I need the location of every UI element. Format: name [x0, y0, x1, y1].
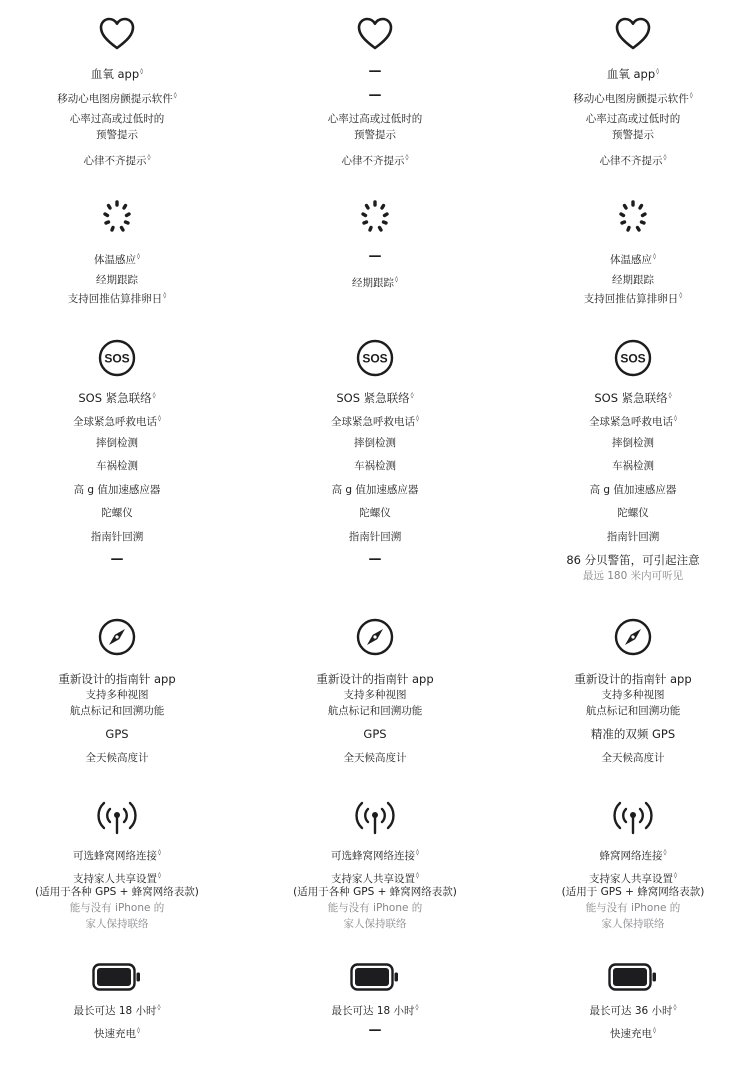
safety-feature-2: 全球紧急呼救电话◊	[73, 415, 161, 428]
safety-feature-3: 摔倒检测	[354, 437, 396, 449]
battery-icon	[608, 963, 658, 991]
cellular-feature-5: 家人保持联络	[601, 918, 665, 930]
compass-feature-5: 全天候高度计	[343, 752, 407, 764]
cellular-feature-3: (适用于 GPS + 蜂窝网络表款)	[561, 886, 705, 898]
compass-feature-2: 支持多种视图	[343, 689, 407, 701]
battery-feature-2: 快速充电◊	[94, 1027, 140, 1040]
temperature-feature-2: 经期跟踪	[612, 274, 654, 286]
siren-feature-1: 86 分贝警笛，可引起注意	[566, 553, 700, 567]
safety-feature-2: 全球紧急呼救电话◊	[331, 415, 419, 428]
cellular-feature-1: 可选蜂窝网络连接◊	[73, 849, 161, 862]
health-feature-2: 移动心电图房颤提示软件◊	[57, 92, 177, 105]
safety-feature-1: SOS 紧急联络◊	[336, 391, 414, 405]
battery-feature-1: 最长可达 18 小时◊	[331, 1004, 419, 1017]
health-feature-5: 心律不齐提示◊	[599, 154, 667, 167]
safety-feature-1: SOS 紧急联络◊	[594, 391, 672, 405]
health-feature-5: 心律不齐提示◊	[83, 154, 151, 167]
safety-feature-3: 摔倒检测	[612, 437, 654, 449]
heart-icon	[614, 15, 652, 53]
cellular-feature-4: 能与没有 iPhone 的	[69, 902, 165, 914]
temperature-feature-1: 体温感应◊	[610, 253, 656, 266]
cellular-feature-5: 家人保持联络	[343, 918, 407, 930]
cellular-antenna-icon	[612, 798, 654, 836]
heart-icon	[98, 15, 136, 53]
safety-feature-5: 高 g 值加速感应器	[589, 484, 677, 496]
battery-icon	[92, 963, 142, 991]
compass-feature-4: GPS	[363, 727, 387, 741]
compass-feature-1: 重新设计的指南针 app	[316, 672, 434, 686]
cellular-feature-1: 可选蜂窝网络连接◊	[331, 849, 419, 862]
safety-feature-6: 陀螺仪	[359, 507, 391, 519]
svg-text:SOS: SOS	[620, 351, 646, 366]
safety-feature-8: —	[110, 552, 124, 567]
comparison-column-2	[250, 0, 500, 1091]
health-feature-2: —	[368, 88, 382, 103]
safety-feature-4: 车祸检测	[354, 460, 396, 472]
health-feature-2: 移动心电图房颤提示软件◊	[573, 92, 693, 105]
compass-icon	[613, 617, 653, 657]
health-feature-1: 血氧 app◊	[606, 67, 660, 81]
safety-feature-2: 全球紧急呼救电话◊	[589, 415, 677, 428]
comparison-column-1	[0, 0, 242, 1091]
temperature-feature-2: 经期跟踪◊	[352, 276, 398, 289]
safety-feature-3: 摔倒检测	[96, 437, 138, 449]
compass-icon	[97, 617, 137, 657]
safety-feature-5: 高 g 值加速感应器	[331, 484, 419, 496]
health-feature-3: 心率过高或过低时的	[327, 113, 423, 125]
compass-feature-5: 全天候高度计	[601, 752, 665, 764]
cellular-feature-4: 能与没有 iPhone 的	[327, 902, 423, 914]
compass-feature-4: GPS	[105, 727, 129, 741]
safety-feature-1: SOS 紧急联络◊	[78, 391, 156, 405]
safety-feature-6: 陀螺仪	[101, 507, 133, 519]
health-feature-4: 预警提示	[612, 129, 654, 141]
health-feature-1: —	[368, 64, 382, 79]
battery-feature-1: 最长可达 18 小时◊	[73, 1004, 161, 1017]
battery-feature-2: 快速充电◊	[610, 1027, 656, 1040]
cellular-feature-2: 支持家人共享设置◊	[73, 872, 161, 885]
compass-feature-3: 航点标记和回溯功能	[585, 705, 681, 717]
compass-feature-5: 全天候高度计	[85, 752, 149, 764]
safety-feature-4: 车祸检测	[96, 460, 138, 472]
cellular-antenna-icon	[96, 798, 138, 836]
cellular-feature-5: 家人保持联络	[85, 918, 149, 930]
cellular-feature-2: 支持家人共享设置◊	[331, 872, 419, 885]
safety-feature-7: 指南针回溯	[90, 531, 144, 543]
temperature-sensing-icon	[97, 198, 137, 238]
sos-icon	[355, 338, 395, 378]
safety-feature-6: 陀螺仪	[617, 507, 649, 519]
compass-feature-3: 航点标记和回溯功能	[69, 705, 165, 717]
heart-icon	[356, 15, 394, 53]
temperature-sensing-icon	[613, 198, 653, 238]
temperature-feature-3: 支持回推估算排卵日◊	[583, 292, 683, 305]
sos-icon	[97, 338, 137, 378]
cellular-feature-4: 能与没有 iPhone 的	[585, 902, 681, 914]
compass-feature-1: 重新设计的指南针 app	[574, 672, 692, 686]
safety-feature-8: —	[368, 552, 382, 567]
temperature-sensing-icon	[355, 198, 395, 238]
compass-feature-2: 支持多种视图	[85, 689, 149, 701]
compass-feature-1: 重新设计的指南针 app	[58, 672, 176, 686]
svg-text:SOS: SOS	[104, 351, 130, 366]
health-feature-4: 预警提示	[354, 129, 396, 141]
temperature-feature-3: 支持回推估算排卵日◊	[67, 292, 167, 305]
cellular-feature-1: 蜂窝网络连接◊	[599, 849, 667, 862]
cellular-feature-3: (适用于各种 GPS + 蜂窝网络表款)	[35, 886, 199, 898]
health-feature-4: 预警提示	[96, 129, 138, 141]
health-feature-5: 心律不齐提示◊	[341, 154, 409, 167]
compass-icon	[355, 617, 395, 657]
cellular-antenna-icon	[354, 798, 396, 836]
siren-feature-2: 最远 180 米内可听见	[582, 570, 684, 582]
battery-icon	[350, 963, 400, 991]
battery-feature-1: 最长可达 36 小时◊	[589, 1004, 677, 1017]
health-feature-3: 心率过高或过低时的	[585, 113, 681, 125]
health-feature-1: 血氧 app◊	[90, 67, 144, 81]
battery-feature-2: —	[368, 1023, 382, 1038]
safety-feature-7: 指南针回溯	[348, 531, 402, 543]
compass-feature-4: 精准的双频 GPS	[590, 727, 676, 741]
health-feature-3: 心率过高或过低时的	[69, 113, 165, 125]
temperature-feature-1: 体温感应◊	[94, 253, 140, 266]
compass-feature-3: 航点标记和回溯功能	[327, 705, 423, 717]
svg-text:SOS: SOS	[362, 351, 388, 366]
safety-feature-5: 高 g 值加速感应器	[73, 484, 161, 496]
sos-icon	[613, 338, 653, 378]
temperature-feature-2: 经期跟踪	[96, 274, 138, 286]
comparison-column-3	[508, 0, 750, 1091]
cellular-feature-3: (适用于各种 GPS + 蜂窝网络表款)	[293, 886, 457, 898]
cellular-feature-2: 支持家人共享设置◊	[589, 872, 677, 885]
safety-feature-7: 指南针回溯	[606, 531, 660, 543]
compass-feature-2: 支持多种视图	[601, 689, 665, 701]
safety-feature-4: 车祸检测	[612, 460, 654, 472]
temperature-feature-1: —	[368, 249, 382, 264]
